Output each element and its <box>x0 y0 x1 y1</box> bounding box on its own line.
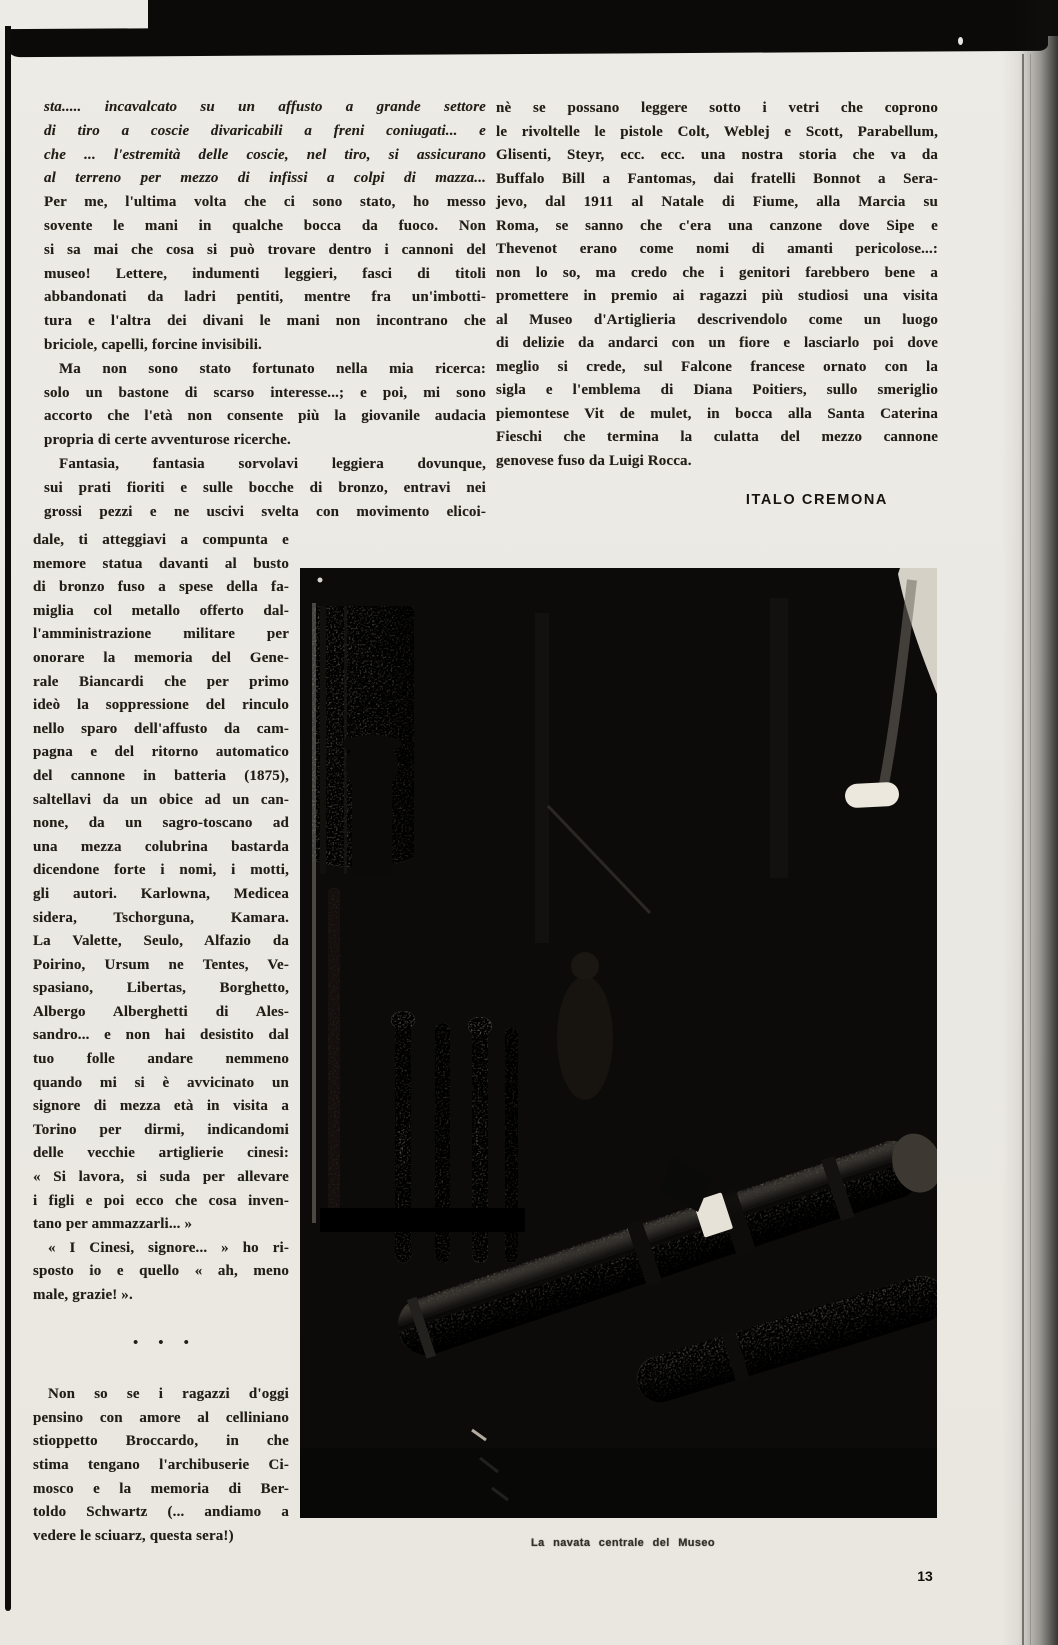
text-line: miglia col metallo offerto dal- <box>33 602 289 619</box>
text-line: Buffalo Bill a Fantomas, dai fratelli Bonnot a Sera- <box>496 170 938 187</box>
text-line: sposto io e quello « ah, meno <box>33 1263 289 1280</box>
text-line: tano per ammazzarli... » <box>33 1216 193 1233</box>
text-line: signore di mezza età in visita a <box>33 1098 289 1115</box>
text-line: promettere in premio ai ragazzi più studiosi una visita <box>496 288 938 304</box>
text-line: sidera, Tschorguna, Kamara. <box>33 909 289 926</box>
text-line: al Museo d'Artiglieria descrivendolo come un luogo <box>496 311 938 328</box>
text-line: che ... l'estremità delle coscie, nel tiro, si assicurano <box>44 146 486 163</box>
text-line: quando mi si è avvicinato un <box>33 1074 289 1091</box>
text-line: sovente le mani in qualche bocca da fuoco. Non <box>44 217 486 234</box>
text-line: piemontese Vit de mulet, in bocca alla Santa Caterina <box>496 405 938 422</box>
text-line: dicendone forte i nomi, i motti, <box>33 862 289 879</box>
text-line: « I Cinesi, signore... » ho ri- <box>48 1239 289 1256</box>
text-line: delle vecchie artiglierie cinesi: <box>33 1145 289 1162</box>
text-line: non lo so, ma credo che i genitori farebbero bene a <box>496 264 938 281</box>
text-line: saltellavi da un obice ad un can- <box>33 791 289 808</box>
text-line: mosco e la memoria di Ber- <box>33 1480 289 1497</box>
text-line: Non so se i ragazzi d'oggi <box>48 1386 289 1403</box>
text-line: si sa mai che cosa si può trovare dentro i cannoni del <box>44 241 486 258</box>
left-column-narrow-part2 <box>33 1383 289 1548</box>
author-signature: ITALO CREMONA <box>745 492 888 508</box>
text-line: di bronzo fuso a spese della fa- <box>33 579 289 596</box>
text-line: « Si lavora, si suda per allevare <box>33 1169 289 1186</box>
text-line: Per me, l'ultima volta che ci sono stato, ho messo <box>44 194 486 211</box>
text-line: Torino per dirmi, indicandomi <box>33 1121 289 1138</box>
text-line: Glisenti, Steyr, ecc. ecc. una nostra storia che va da <box>496 147 938 163</box>
text-line: Poirino, Ursum ne Tentes, Ve- <box>33 956 289 973</box>
photo-caption: La navata centrale del Museo <box>531 1537 716 1549</box>
text-line: stima tengano l'archibuserie Ci- <box>33 1456 289 1473</box>
text-line: Fantasia, fantasia sorvolavi leggiera dovunque, <box>59 455 486 472</box>
text-line: una mezza colubrina bastarda <box>33 838 289 855</box>
left-column-narrow <box>33 529 289 1548</box>
photo-column-shadow <box>535 613 549 943</box>
text-line: genovese fuso da Luigi Rocca. <box>496 452 692 469</box>
text-line: sta..... incavalcato su un affusto a grande settore <box>44 99 486 115</box>
photo-bright-blob <box>844 782 899 809</box>
photo-speck <box>318 578 323 583</box>
right-column <box>496 97 938 473</box>
text-line: l'amministrazione militare per <box>33 626 289 643</box>
photo-frame-edge <box>312 603 316 1223</box>
text-line: abbandonati da ladri pentiti, mentre fra un'imbotti- <box>44 289 486 306</box>
text-line: rale Biancardi che per primo <box>33 673 289 690</box>
text-line: tuo folle andare nemmeno <box>33 1051 289 1068</box>
text-line: memore statua davanti al busto <box>33 555 289 572</box>
photo-frame-line <box>320 606 326 874</box>
left-column-wide <box>44 96 486 524</box>
text-line: del cannone in batteria (1875), <box>33 767 289 784</box>
text-line: di tiro a coscie divaricabili a freni coniugati... e <box>44 122 486 139</box>
text-line: gli autori. Karlowna, Medicea <box>33 885 289 902</box>
section-separator: • • • <box>132 1334 189 1351</box>
text-line: propria di certe avventurose ricerche. <box>44 432 291 449</box>
text-line: Ma non sono stato fortunato nella mia ricerca: <box>59 360 486 377</box>
scan-top-band-lower <box>6 23 1048 57</box>
text-line: meglio si crede, sul Falcone francese ornato con la <box>496 358 938 375</box>
photo-baluster-body <box>352 782 392 878</box>
text-line: dale, ti atteggiavi a compunta e <box>33 532 289 548</box>
text-line: toldo Schwartz (... andiamo a <box>33 1504 289 1521</box>
text-line: ideò la soppressione del rinculo <box>33 697 289 714</box>
text-line: nello sparo dell'affusto da cam- <box>33 720 289 737</box>
page-edge-line <box>1022 54 1024 1645</box>
text-line: i figli e poi ecco che cosa inven- <box>33 1192 289 1209</box>
text-line: nè se possano leggere sotto i vetri che coprono <box>496 100 938 116</box>
text-line: sigla e l'emblema di Diana Poitiers, sullo smeriglio <box>496 382 938 398</box>
museum-photo <box>300 568 937 1518</box>
text-line: briciole, capelli, forcine invisibili. <box>44 336 262 353</box>
photo-bottom-shadow <box>300 1448 937 1518</box>
scan-dust-speck <box>958 37 963 45</box>
text-line: pensino con amore al celliniano <box>33 1409 289 1426</box>
text-line: Roma, se sanno che c'era una canzone dove Sipe e <box>496 217 938 234</box>
text-line: grossi pezzi e ne uscivi svelta con movimento elicoi- <box>44 503 486 520</box>
text-line: spasiano, Libertas, Borghetto, <box>33 980 289 997</box>
text-line: stioppetto Broccardo, in che <box>33 1433 289 1450</box>
page-number: 13 <box>917 1568 933 1584</box>
text-line: jevo, dal 1911 al Natale di Fiume, alla Marcia su <box>496 194 938 210</box>
text-line: accorto che l'età non consente più la giovanile audacia <box>44 408 486 425</box>
scan-left-edge <box>5 26 11 1611</box>
text-line: onorare la memoria del Gene- <box>33 649 289 666</box>
text-line: vedere le sciuarz, questa sera!) <box>33 1527 234 1544</box>
text-line: pagna e del ritorno automatico <box>33 744 289 761</box>
text-line: Albergo Alberghetti di Ales- <box>33 1003 289 1020</box>
photo-column-shadow <box>770 598 788 878</box>
text-line: le rivoltelle le pistole Colt, Weblej e Scott, Parabellum, <box>496 123 938 140</box>
text-line: Thevenot erano come nomi di amanti pericolose...: <box>496 241 938 257</box>
left-column-narrow-part1 <box>33 529 289 1308</box>
text-line: al terreno per mezzo di infissi a colpi di mazza... <box>44 170 486 187</box>
text-line: di delizie da andarci con un fiore e lasciarlo poi dove <box>496 335 938 351</box>
text-line: none, da un sagro-toscano ad <box>33 815 289 832</box>
text-line: male, grazie! ». <box>33 1287 133 1303</box>
photo-statue-head <box>571 952 599 980</box>
text-line: Fieschi che termina la culatta del mezzo cannone <box>496 429 938 445</box>
text-line: La Valette, Seulo, Alfazio da <box>33 933 289 950</box>
text-line: museo! Lettere, indumenti leggieri, fasci di titoli <box>44 265 486 282</box>
photo-statue-silhouette <box>557 976 613 1100</box>
text-line: sui prati fioriti e sulle bocche di bronzo, entravi nei <box>44 479 486 496</box>
text-line: tura e l'altra dei divani le mani non incontrano che <box>44 313 486 330</box>
text-line: solo un bastone di scarso interesse...; e poi, mi sono <box>44 384 486 401</box>
text-line: sandro... e non hai desistito dal <box>33 1027 289 1044</box>
page-edge-line-light <box>1030 54 1031 1645</box>
